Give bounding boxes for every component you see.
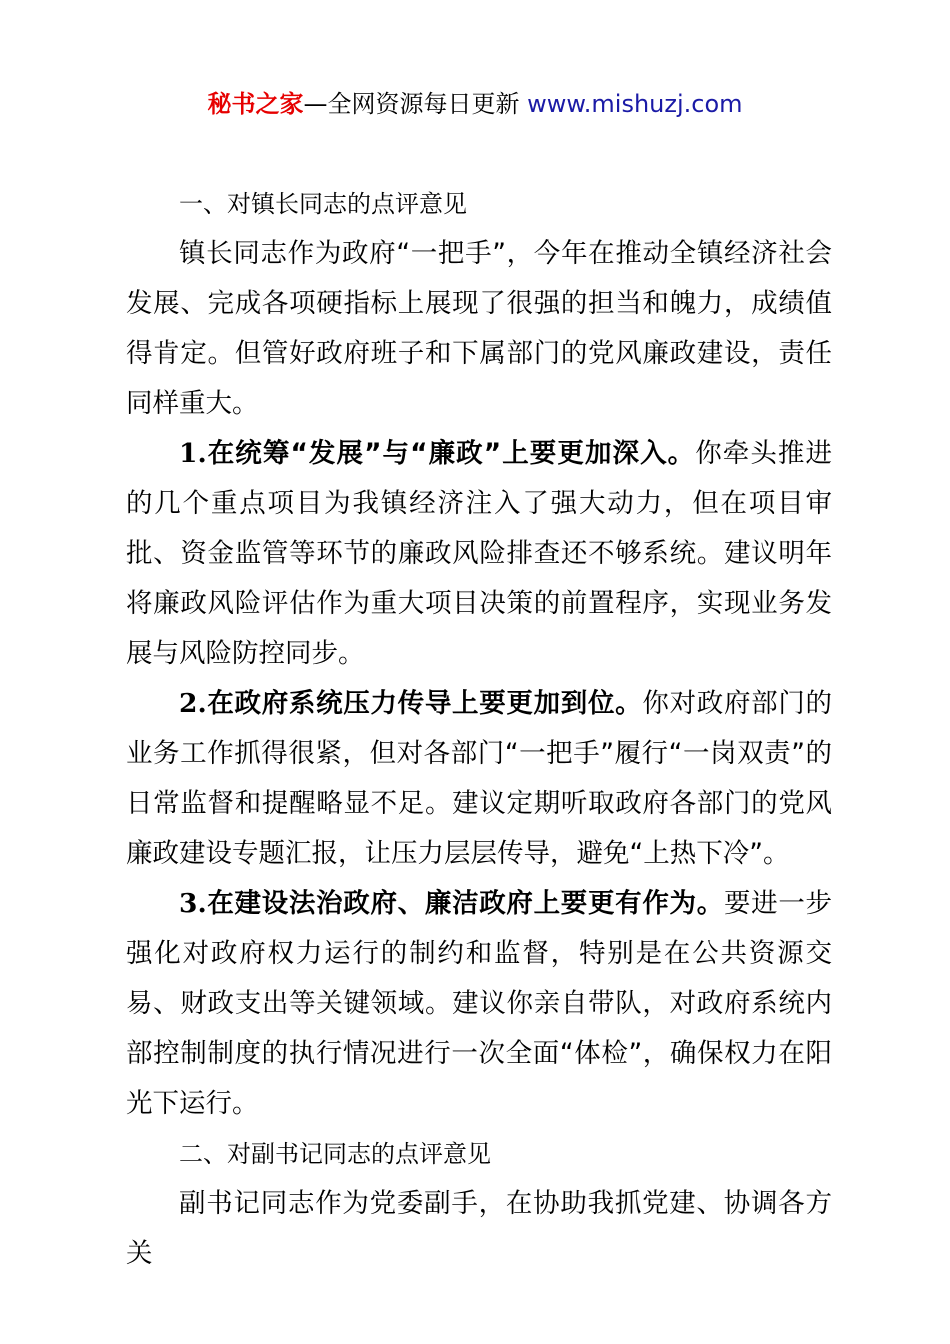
item-1-text: 你牵头推进的几个重点项目为我镇经济注入了强大动力，但在项目审批、资金监管等环节的廉政风险排查还不够系统。建议明年将廉政风险评估作为重大项目决策的前置程序，实现业务发展与风险防控同步。 bbox=[126, 438, 832, 669]
section-1-intro: 镇长同志作为政府“一把手”，今年在推动全镇经济社会发展、完成各项硬指标上展现了很强的担当和魄力，成绩值得肯定。但管好政府班子和下属部门的党风廉政建设，责任同样重大。 bbox=[126, 238, 832, 419]
section-1-item-3 bbox=[126, 879, 832, 1129]
item-1-number: 1. bbox=[179, 438, 207, 469]
item-2-lead: 在政府系统压力传导上要更加到位。 bbox=[206, 688, 643, 719]
section-2-heading: 二、对副书记同志的点评意见 bbox=[179, 1140, 491, 1168]
section-1-item-2 bbox=[126, 679, 832, 879]
section-2-intro: 副书记同志作为党委副手，在协助我抓党建、协调各方关 bbox=[126, 1188, 832, 1269]
item-2-text: 你对政府部门的业务工作抓得很紧，但对各部门“一把手”履行“一岗双责”的日常监督和提醒略显不足。建议定期听取政府各部门的党风廉政建设专题汇报，让压力层层传导，避免“上热下冷”。 bbox=[126, 688, 833, 869]
page-header bbox=[0, 88, 950, 120]
item-3-lead: 在建设法治政府、廉洁政府上要更有作为。 bbox=[206, 888, 724, 919]
site-url[interactable]: www.mishuzj.com bbox=[527, 90, 743, 118]
item-3-text: 要进一步强化对政府权力运行的制约和监督，特别是在公共资源交易、财政支出等关键领域。建议你亲自带队，对政府系统内部控制制度的执行情况进行一次全面“体检”，确保权力在阳光下运行。 bbox=[126, 888, 833, 1119]
item-2-number: 2. bbox=[179, 688, 207, 719]
item-3-number: 3. bbox=[179, 888, 207, 919]
section-1-item-1 bbox=[126, 429, 832, 679]
document-body bbox=[126, 179, 832, 1279]
section-1-heading: 一、对镇长同志的点评意见 bbox=[179, 190, 467, 218]
header-tagline: —全网资源每日更新 bbox=[303, 90, 528, 118]
brand-name: 秘书之家 bbox=[207, 90, 304, 118]
item-1-lead: 在统筹“发展”与“廉政”上要更加深入。 bbox=[206, 438, 696, 469]
